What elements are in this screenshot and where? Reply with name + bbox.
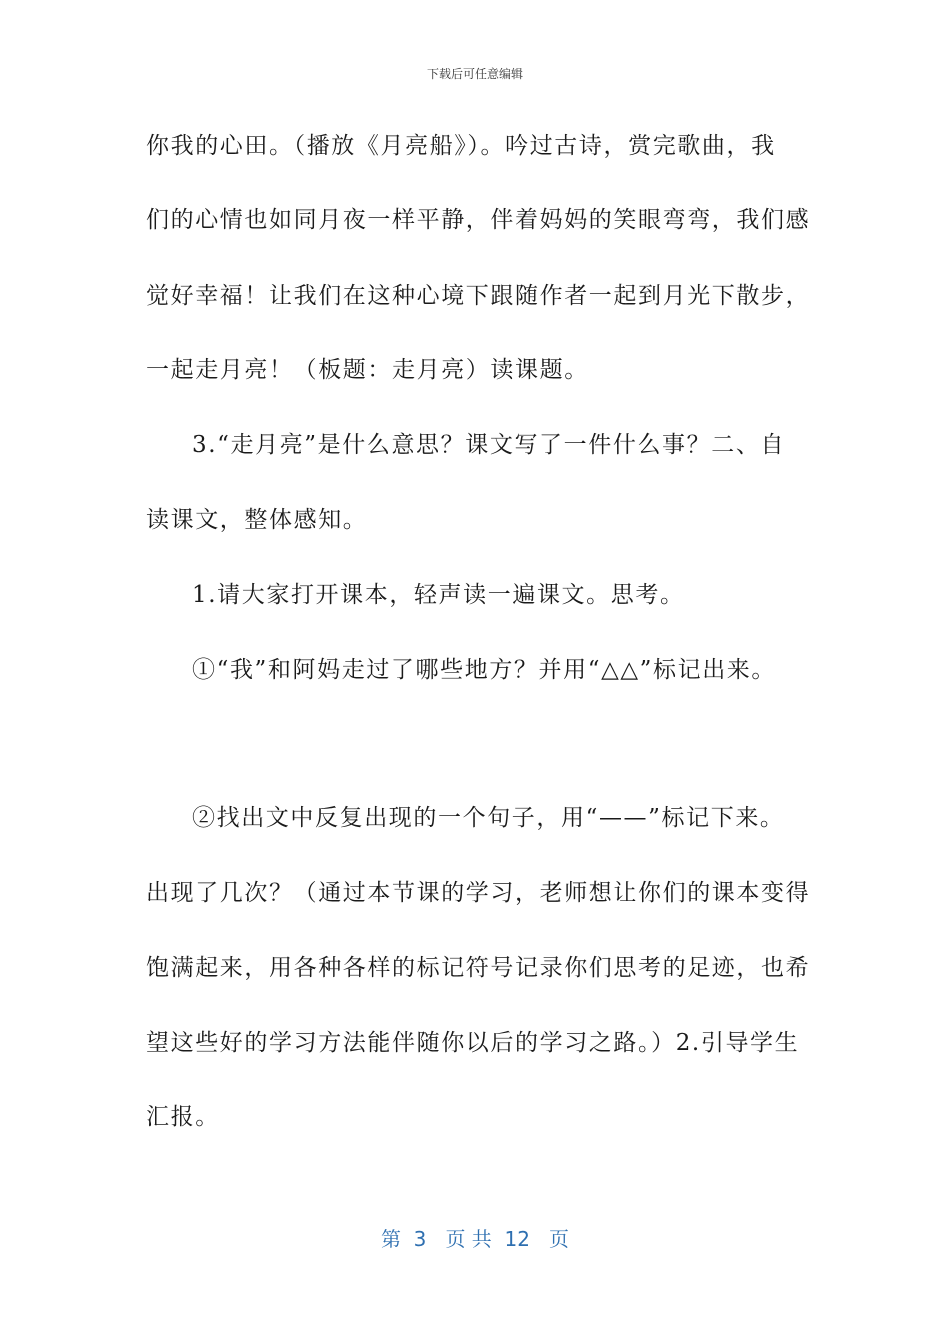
text-line: 1.请大家打开课本，轻声读一遍课文。思考。: [192, 582, 685, 608]
text-line: 望这些好的学习方法能伴随你以后的学习之路。）2.引导学生: [146, 1030, 800, 1056]
text-line: 3.“走月亮”是什么意思？课文写了一件什么事？二、自: [192, 432, 786, 458]
text-line: 汇报。: [146, 1104, 220, 1130]
text-line: 们的心情也如同月夜一样平静，伴着妈妈的笑眼弯弯，我们感: [146, 207, 811, 233]
text-line: 你我的心田。（播放《月亮船》）。吟过古诗，赏完歌曲，我: [146, 133, 776, 159]
text-line: 出现了几次？（通过本节课的学习，老师想让你们的课本变得: [146, 880, 811, 906]
text-line: ②找出文中反复出现的一个句子，用“——”标记下来。: [192, 805, 785, 831]
text-line: 饱满起来，用各种各样的标记符号记录你们思考的足迹，也希: [146, 955, 811, 981]
page-header-note: 下载后可任意编辑: [426, 67, 523, 81]
text-line: 读课文，整体感知。: [146, 507, 368, 533]
page-number-footer: 第 3 页 共 12 页: [380, 1227, 570, 1251]
text-line: 一起走月亮！（板题：走月亮）读课题。: [146, 357, 589, 383]
text-line: 觉好幸福！让我们在这种心境下跟随作者一起到月光下散步，: [146, 283, 811, 309]
text-line: ①“我”和阿妈走过了哪些地方？并用“△△”标记出来。: [192, 657, 777, 683]
